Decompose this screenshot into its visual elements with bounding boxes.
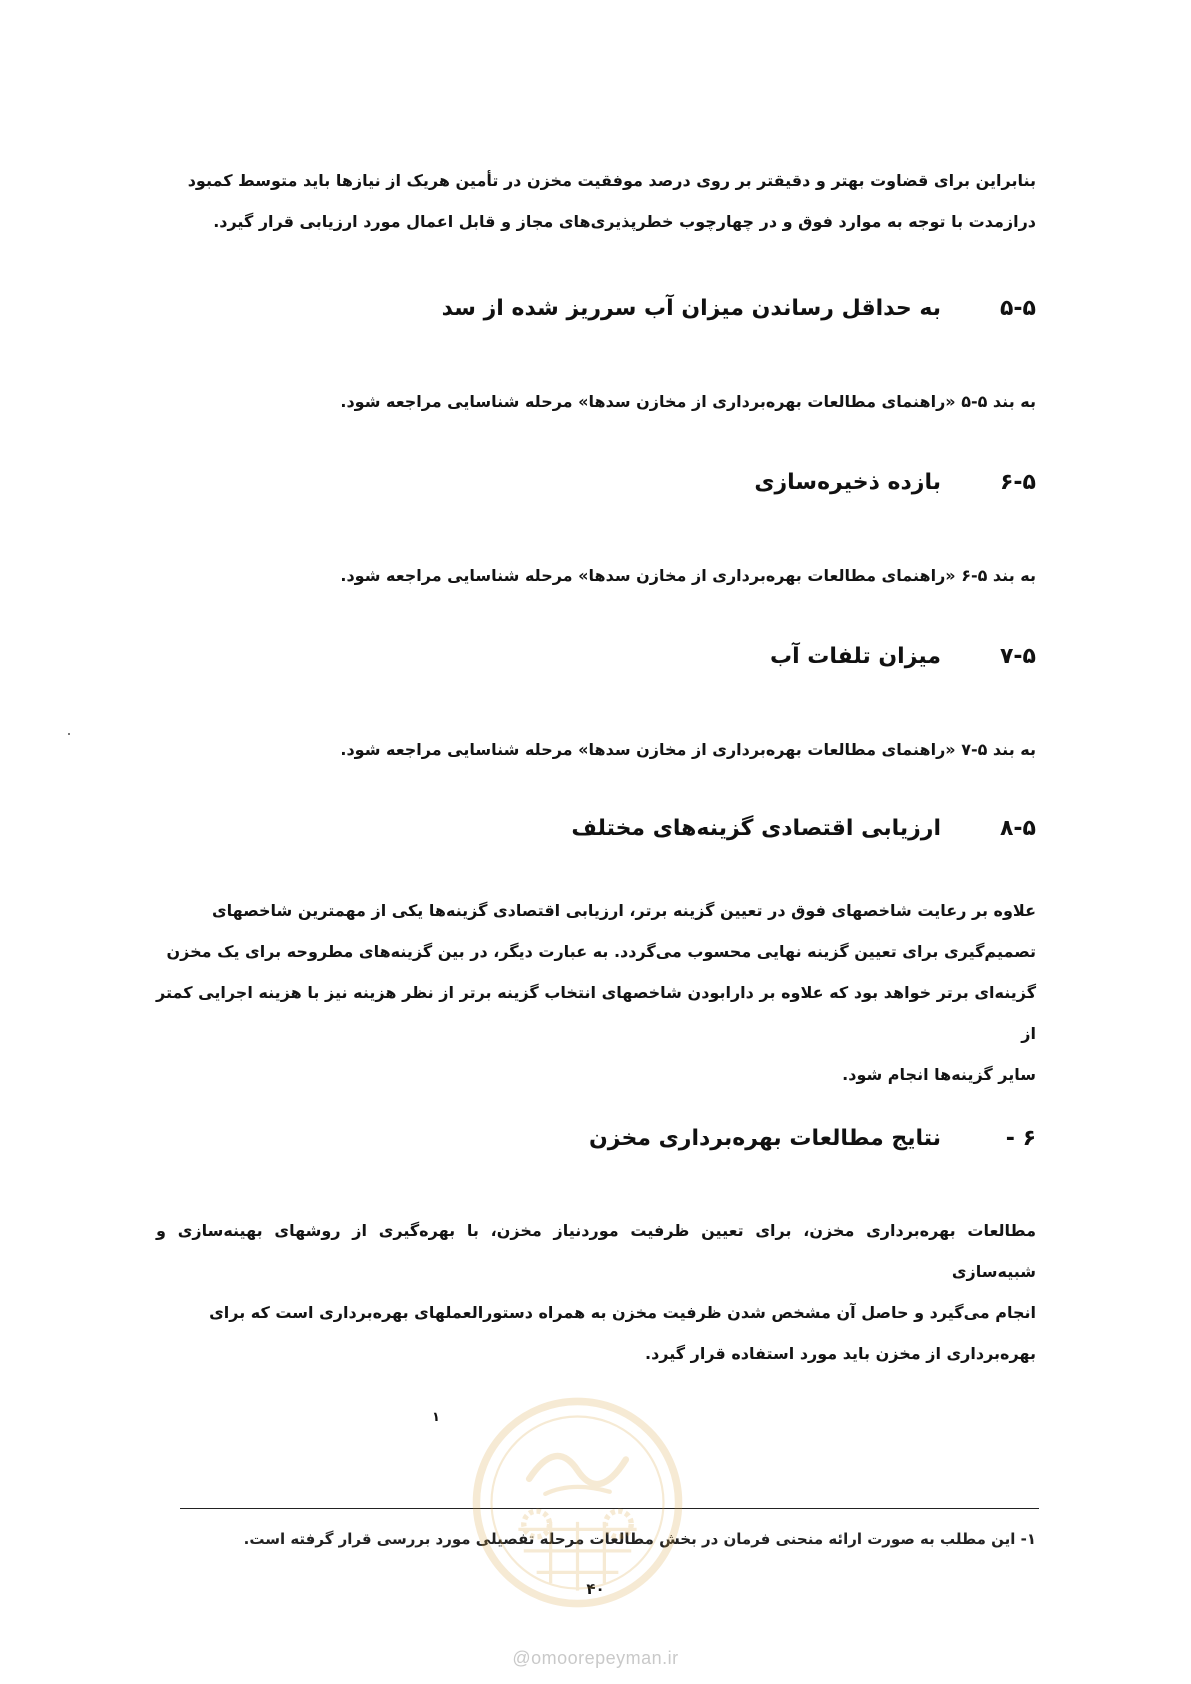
paragraph-line: بهره‌برداری از مخزن باید مورد استفاده قرار گیرد. — [645, 1344, 1036, 1363]
section-title: ارزیابی اقتصادی گزینه‌های مختلف — [571, 816, 941, 841]
section-heading-5-5 — [156, 296, 1036, 336]
section-body-8-5 — [156, 890, 1036, 1095]
footnote: ۱- این مطلب به صورت ارائه منحنی فرمان در بخش مطالعات مرحله تفصیلی مورد بررسی قرار گرفته است. — [243, 1530, 1036, 1548]
footnote-divider — [180, 1508, 1039, 1509]
paragraph-line: گزینه‌ای برتر خواهد بود که علاوه بر دارابودن شاخصهای انتخاب گزینه برتر از نظر هزینه نیز با هزینه اجرایی کمتر از — [156, 983, 1036, 1043]
section-title: میزان تلفات آب — [769, 644, 941, 669]
footnote-reference: ۱ — [432, 1410, 440, 1425]
watermark-seal-icon — [470, 1395, 685, 1610]
section-body-6-5: به بند ۵-۶ «راهنمای مطالعات بهره‌برداری از مخازن سدها» مرحله شناسایی مراجعه شود. — [340, 566, 1036, 585]
paragraph-line: تصمیم‌گیری برای تعیین گزینه نهایی محسوب می‌گردد. به عبارت دیگر، در بین گزینه‌های مطروحه برای یک مخزن — [166, 942, 1036, 961]
watermark-url: @omoorepeyman.ir — [512, 1648, 679, 1668]
section-heading-6-5 — [156, 470, 1036, 510]
section-heading-6 — [156, 1126, 1036, 1166]
section-number: ۸-۵ — [1000, 816, 1036, 841]
paragraph-line: سایر گزینه‌ها انجام شود. — [842, 1065, 1036, 1084]
section-title: به حداقل رساندن میزان آب سرریز شده از سد — [441, 296, 941, 321]
paragraph-line: علاوه بر رعایت شاخصهای فوق در تعیین گزینه برتر، ارزیابی اقتصادی گزینه‌ها یکی از مهمترین شاخصهای — [212, 901, 1036, 920]
section-heading-8-5 — [156, 816, 1036, 856]
paragraph-line: انجام می‌گیرد و حاصل آن مشخص شدن ظرفیت مخزن به همراه دستورالعملهای بهره‌برداری است که برای — [209, 1303, 1036, 1322]
intro-line: درازمدت با توجه به موارد فوق و در چهارچوب خطرپذیری‌های مجاز و قابل اعمال مورد ارزیابی قرار گیرد. — [213, 212, 1036, 231]
section-body-6 — [156, 1210, 1036, 1374]
intro-line: بنابراین برای قضاوت بهتر و دقیقتر بر روی درصد موفقیت مخزن در تأمین هریک از نیازها باید متوسط کمبود — [187, 171, 1036, 190]
section-number: ۷-۵ — [1000, 644, 1036, 669]
intro-paragraph — [156, 160, 1036, 242]
section-body-5-5: به بند ۵-۵ «راهنمای مطالعات بهره‌برداری از مخازن سدها» مرحله شناسایی مراجعه شود. — [340, 392, 1036, 411]
section-heading-7-5 — [156, 644, 1036, 684]
section-number: ۶ - — [1005, 1126, 1036, 1151]
section-number: ۵-۵ — [1000, 296, 1036, 321]
page-number: ۴۰ — [586, 1580, 605, 1598]
section-number: ۶-۵ — [1000, 470, 1036, 495]
scan-artifact — [68, 733, 70, 735]
section-title: نتایج مطالعات بهره‌برداری مخزن — [589, 1126, 941, 1151]
section-title: بازده ذخیره‌سازی — [754, 470, 941, 495]
section-body-7-5: به بند ۵-۷ «راهنمای مطالعات بهره‌برداری از مخازن سدها» مرحله شناسایی مراجعه شود. — [340, 740, 1036, 759]
paragraph-line: مطالعات بهره‌برداری مخزن، برای تعیین ظرفیت موردنیاز مخزن، با بهره‌گیری از روشهای بهینه‌سازی و شبیه‌سازی — [156, 1221, 1036, 1281]
